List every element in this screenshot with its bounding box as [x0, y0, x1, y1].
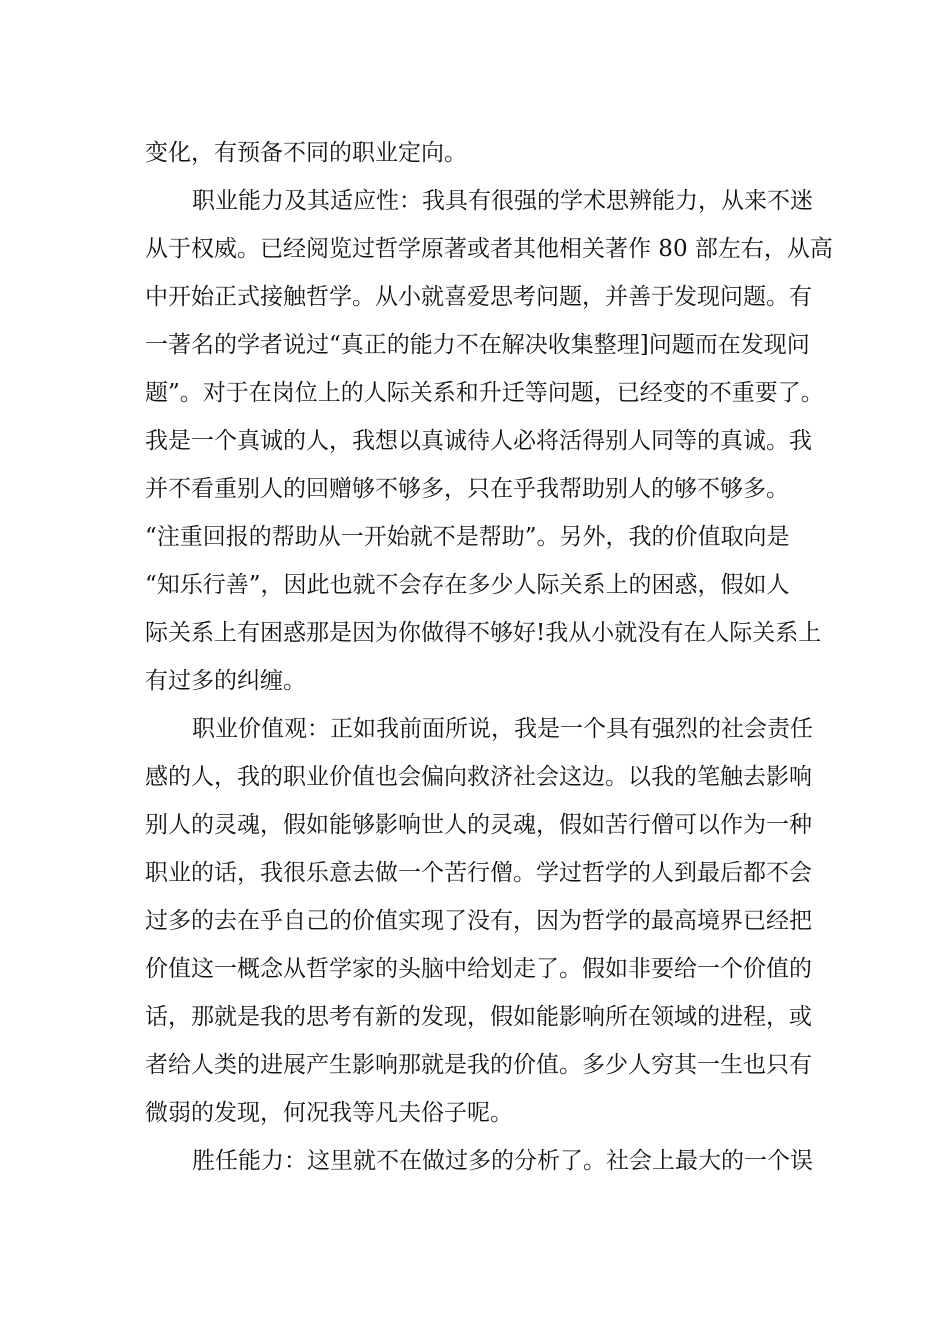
text-line: “注重回报的帮助从一开始就不是帮助”。另外，我的价值取向是 [145, 524, 790, 550]
paragraph-start-line: 职业价值观：正如我前面所说，我是一个具有强烈的社会责任 [192, 716, 813, 742]
text-line: 并不看重别人的回赠够不够多，只在乎我帮助别人的够不够多。 [145, 476, 789, 502]
text-line: 从于权威。已经阅览过哲学原著或者其他相关著作 80 部左右，从高 [145, 236, 833, 262]
text-line: “知乐行善”，因此也就不会存在多少人际关系上的困惑，假如人 [145, 572, 790, 598]
text-line: 际关系上有困惑那是因为你做得不够好!我从小就没有在人际关系上 [145, 620, 822, 646]
paragraph-start-line: 胜任能力：这里就不在做过多的分析了。社会上最大的一个误 [192, 1148, 813, 1174]
text-line: 一著名的学者说过“真正的能力不在解决收集整理]问题而在发现问 [145, 332, 810, 358]
text-line: 有过多的纠缠。 [145, 668, 306, 694]
text-line: 题”。对于在岗位上的人际关系和升迁等问题，已经变的不重要了。 [145, 380, 824, 406]
text-line: 变化，有预备不同的职业定向。 [145, 140, 467, 166]
text-line: 价值这一概念从哲学家的头脑中给划走了。假如非要给一个价值的 [145, 956, 812, 982]
text-line: 过多的去在乎自己的价值实现了没有，因为哲学的最高境界已经把 [145, 908, 812, 934]
text-line: 话，那就是我的思考有新的发现，假如能影响所在领域的进程，或 [145, 1004, 812, 1030]
text-line: 中开始正式接触哲学。从小就喜爱思考问题，并善于发现问题。有 [145, 284, 812, 310]
text-line: 者给人类的进展产生影响那就是我的价值。多少人穷其一生也只有 [145, 1052, 812, 1078]
text-line: 感的人，我的职业价值也会偏向救济社会这边。以我的笔触去影响 [145, 764, 812, 790]
text-line: 职业的话，我很乐意去做一个苦行僧。学过哲学的人到最后都不会 [145, 860, 812, 886]
text-line: 别人的灵魂，假如能够影响世人的灵魂，假如苦行僧可以作为一种 [145, 812, 812, 838]
text-line: 微弱的发现，何况我等凡夫俗子呢。 [145, 1100, 513, 1126]
paragraph-start-line: 职业能力及其适应性：我具有很强的学术思辨能力，从来不迷 [192, 188, 813, 214]
text-line: 我是一个真诚的人，我想以真诚待人必将活得别人同等的真诚。我 [145, 428, 812, 454]
